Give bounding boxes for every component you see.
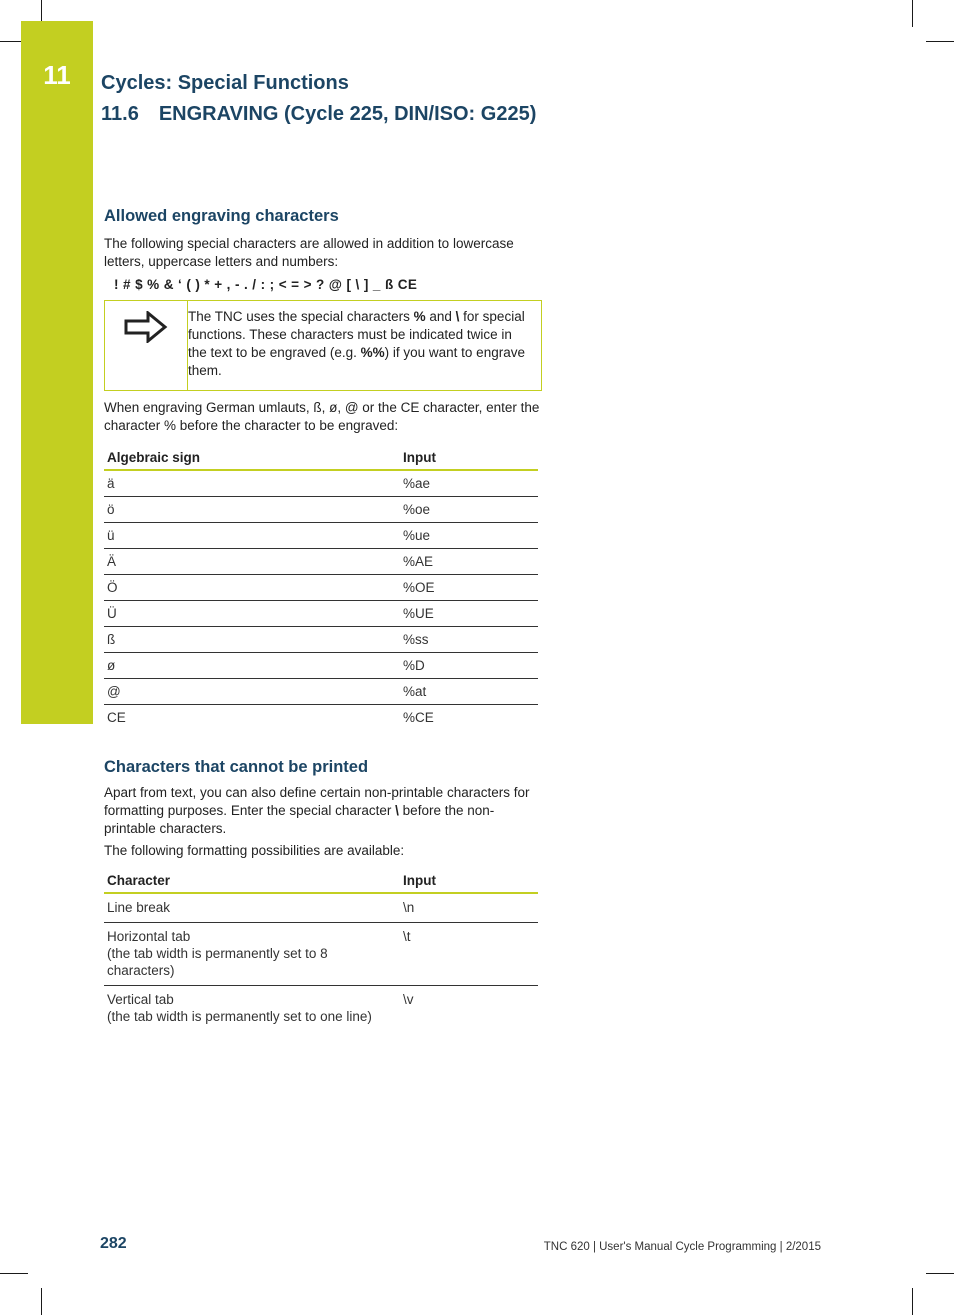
table-cell: @ <box>107 684 121 699</box>
section-title-text: ENGRAVING (Cycle 225, DIN/ISO: G225) <box>158 103 537 125</box>
table-row <box>104 523 538 549</box>
table-cell: Ü <box>107 606 117 621</box>
column-header: Character <box>107 872 171 888</box>
table-row <box>104 601 538 627</box>
table-row <box>104 923 538 986</box>
chapter-number: 11 <box>43 60 71 90</box>
column-header: Algebraic sign <box>107 449 201 465</box>
table-cell: Ä <box>107 554 117 569</box>
row-note: (the tab width is permanently set to one line) <box>107 1009 372 1024</box>
table-row <box>104 470 538 497</box>
table-cell <box>104 893 400 923</box>
table-cell: ä <box>107 476 115 491</box>
table-cell: ü <box>107 528 115 543</box>
nonprint-backslash: \ <box>395 803 399 818</box>
table-cell: %D <box>403 658 425 673</box>
crop-mark <box>41 1288 42 1315</box>
table-cell: Ö <box>107 580 118 595</box>
nonprint-intro-part1: Apart from text, you can also define certain non-printable characters for formatting purposes. Enter the special character <box>104 785 530 818</box>
section-number: 11.6 <box>101 103 139 125</box>
nonprint-intro <box>104 784 540 838</box>
chapter-title: Cycles: Special Functions <box>101 72 349 94</box>
table-cell: ö <box>107 502 115 517</box>
table-cell: \v <box>403 992 414 1007</box>
allowed-intro: The following special characters are allowed in addition to lowercase letters, uppercase letters and numbers: <box>104 236 514 269</box>
table-row <box>104 497 538 523</box>
table-cell: %at <box>403 684 427 699</box>
row-note: (the tab width is permanently set to 8 characters) <box>107 946 328 978</box>
note-double-percent: %% <box>360 345 385 360</box>
nonprint-intro-part2: before the non-printable characters. <box>104 803 495 836</box>
table-row <box>104 679 538 705</box>
format-table <box>104 866 538 1031</box>
table-cell: %CE <box>403 710 434 725</box>
table-cell: %ae <box>403 476 431 491</box>
table-row <box>104 653 538 679</box>
crop-mark <box>912 1288 913 1315</box>
table-cell: ø <box>107 658 116 673</box>
note-box <box>104 300 542 391</box>
table-row <box>104 575 538 601</box>
chapter-side-bar <box>21 21 93 724</box>
note-paragraph <box>188 308 533 380</box>
table-header-row <box>104 866 538 893</box>
umlaut-text: When engraving German umlauts, ß, ø, @ or the CE character, enter the character % before the character to be engraved: <box>104 400 540 433</box>
table-cell: ß <box>107 632 116 647</box>
crop-mark <box>926 41 954 42</box>
note-text <box>188 301 541 390</box>
table-row <box>104 705 538 731</box>
umlaut-table <box>104 443 538 730</box>
table-cell: %oe <box>403 502 431 517</box>
page-number: 282 <box>100 1235 127 1252</box>
section-title <box>101 103 536 126</box>
note-percent: % <box>413 309 426 324</box>
note-part1: The TNC uses the special characters <box>188 309 414 324</box>
table-row <box>104 549 538 575</box>
row-name: Line break <box>107 900 171 915</box>
crop-mark <box>0 1273 28 1274</box>
footer-text: TNC 620 | User's Manual Cycle Programming | 2/2015 <box>543 1241 821 1253</box>
column-header: Input <box>403 449 436 465</box>
note-backslash: \ <box>455 309 460 324</box>
table-row <box>104 986 538 1032</box>
table-header-row <box>104 443 538 470</box>
table-cell: \n <box>403 900 415 915</box>
note-and: and <box>425 309 456 324</box>
table-cell: %ss <box>403 632 429 647</box>
row-name: Vertical tab <box>107 992 174 1007</box>
table-cell: %AE <box>403 554 434 569</box>
nonprint-follow: The following formatting possibilities are available: <box>104 843 405 858</box>
table-cell: %ue <box>403 528 431 543</box>
table-cell: %UE <box>403 606 434 621</box>
special-characters: ! # $ % & ‘ ( ) * + , - . / : ; < = > ? @ [ \ ] _ ß CE <box>114 277 418 292</box>
table-cell <box>104 986 400 1032</box>
note-part3: ) if you want to engrave them. <box>188 345 525 378</box>
table-cell: \t <box>403 929 411 944</box>
nonprint-heading: Characters that cannot be printed <box>104 758 369 776</box>
main-content <box>104 205 540 1031</box>
row-name: Horizontal tab <box>107 929 191 944</box>
allowed-heading: Allowed engraving characters <box>104 207 339 225</box>
crop-mark <box>926 1273 954 1274</box>
arrow-right-icon <box>105 301 188 390</box>
table-row <box>104 893 538 923</box>
table-cell <box>104 923 400 986</box>
crop-mark <box>912 0 913 27</box>
table-cell: CE <box>107 710 126 725</box>
note-part2: for special functions. These characters must be indicated twice in the text to be engraved (e.g. <box>188 309 525 360</box>
table-row <box>104 627 538 653</box>
column-header: Input <box>403 872 436 888</box>
table-cell: %OE <box>403 580 435 595</box>
